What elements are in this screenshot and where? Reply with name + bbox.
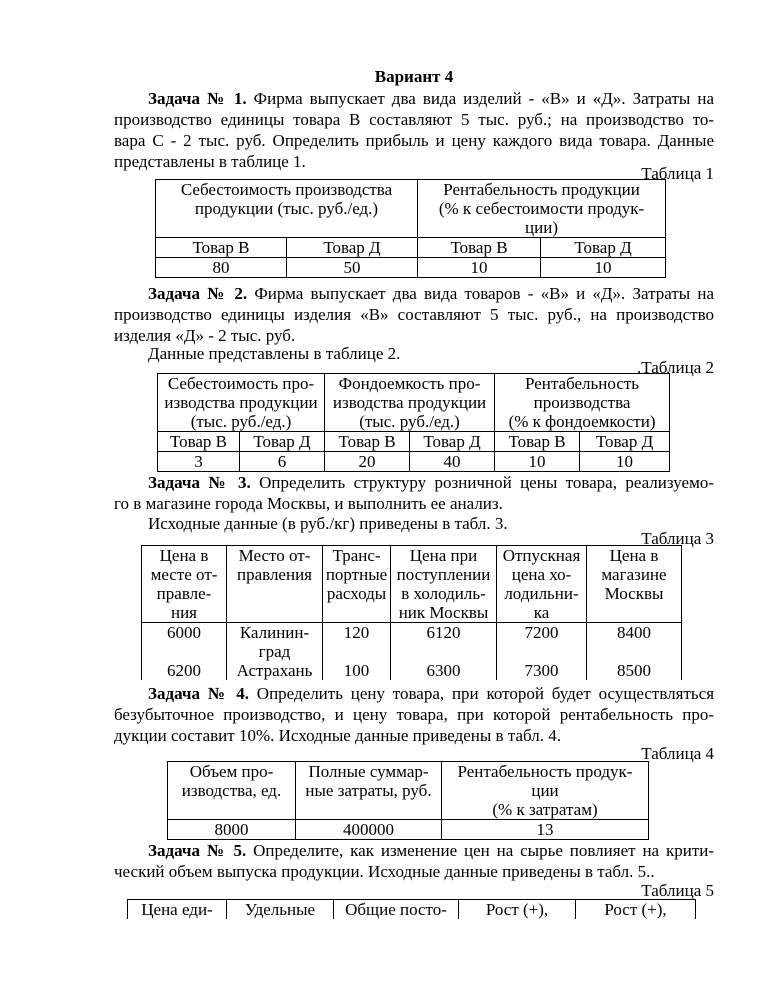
table2-cell: 10: [495, 452, 580, 472]
table2-cell: 20: [325, 452, 410, 472]
table1-header-cost: Себестоимость производства продукции (тыс. руб./ед.): [156, 180, 418, 238]
table3-cell: 8400: [587, 623, 682, 662]
table1-caption: Таблица 1: [641, 164, 714, 183]
table5-header: Удельные: [227, 900, 334, 920]
table4-caption: Таблица 4: [641, 744, 714, 763]
table1-header-profitability: Рентабельность продукции (% к себестоимости продук- ции): [418, 180, 666, 238]
table3-header-origin-price: Цена в месте от- правле- ния: [142, 546, 227, 623]
task1-line-4: представлены в таблице 1.: [114, 152, 306, 171]
table1-cell: 10: [541, 258, 666, 278]
table2-cell: 10: [580, 452, 670, 472]
table2-header-capital-intensity: Фондоемкость про- изводства продукции (тыс. руб./ед.): [325, 374, 495, 432]
table3-header-warehouse-price: Отпускная цена хо- лодильни- ка: [497, 546, 587, 623]
task3-line-2: го в магазине города Москвы, и выполнить ее анализ.: [114, 494, 503, 513]
table4-cell: 400000: [296, 820, 442, 840]
task3-line-1: Задача № 3. Определить структуру розничной цены товара, реализуемо-: [148, 473, 714, 492]
table1-cell: 10: [418, 258, 541, 278]
table2-col: Товар Д: [240, 432, 325, 452]
table2-header-cost: Себестоимость про- изводства продукции (тыс. руб./ед.): [158, 374, 325, 432]
task2-line-4: Данные представлены в таблице 2.: [148, 344, 401, 363]
task2-heading: Задача № 2.: [148, 284, 248, 303]
task1-line-3: вара С - 2 тыс. руб. Определить прибыль и цену каждого вида товара. Данные: [114, 131, 714, 150]
table3-header-arrival-price: Цена при поступлении в холодиль- ник Москвы: [391, 546, 497, 623]
table5-header: Рост (+),: [459, 900, 576, 920]
table3-cell: 6120: [391, 623, 497, 662]
table-2: [157, 373, 670, 472]
table2-col: Товар Д: [580, 432, 670, 452]
task1-line-2: производство единицы товара В составляют 5 тыс. руб.; на производство то-: [114, 110, 714, 129]
table1-col: Товар Д: [541, 238, 666, 258]
table4-cell: 8000: [168, 820, 296, 840]
table3-cell: 7300: [497, 661, 587, 680]
table3-caption: Таблица 3: [641, 529, 714, 548]
table1-cell: 50: [287, 258, 418, 278]
table3-cell: 6000: [142, 623, 227, 662]
task3-line-3: Исходные данные (в руб./кг) приведены в табл. 3.: [148, 514, 508, 533]
task1-line-1: Задача № 1. Фирма выпускает два вида изделий - «В» и «Д». Затраты на: [148, 89, 714, 108]
table4-cell: 13: [442, 820, 649, 840]
table-1: [155, 179, 666, 278]
table2-col: Товар Д: [410, 432, 495, 452]
task4-line-1: Задача № 4. Определить цену товара, при которой будет осуществляться: [148, 684, 715, 703]
table2-cell: 3: [158, 452, 240, 472]
table1-col: Товар В: [418, 238, 541, 258]
table4-header-costs: Полные суммар- ные затраты, руб.: [296, 762, 442, 820]
table4-header-profitability: Рентабельность продук- ции (% к затратам): [442, 762, 649, 820]
task5-line-2: ческий объем выпуска продукции. Исходные данные приведены в табл. 5..: [114, 862, 655, 881]
variant-title: Вариант 4: [374, 67, 454, 86]
table5-header: Общие посто-: [334, 900, 459, 920]
table3-cell: Астрахань: [227, 661, 323, 680]
table-5: [127, 899, 696, 919]
table3-cell: 120: [323, 623, 391, 662]
table2-header-profitability: Рентабельность производства (% к фондоемкости): [495, 374, 670, 432]
task2-line-1: Задача № 2. Фирма выпускает два вида товаров - «В» и «Д». Затраты на: [148, 284, 715, 303]
table1-col: Товар В: [156, 238, 287, 258]
table3-cell: 100: [323, 661, 391, 680]
task4-heading: Задача № 4.: [148, 684, 249, 703]
table2-col: Товар В: [325, 432, 410, 452]
task3-heading: Задача № 3.: [148, 473, 251, 492]
table2-cell: 40: [410, 452, 495, 472]
task4-line-3: дукции составит 10%. Исходные данные приведены в табл. 4.: [114, 726, 561, 745]
table1-cell: 80: [156, 258, 287, 278]
table3-header-shop-price: Цена в магазине Москвы: [587, 546, 682, 623]
table5-caption: Таблица 5: [641, 881, 714, 900]
task5-heading: Задача № 5.: [148, 841, 247, 860]
table3-header-origin-place: Место от- правления: [227, 546, 323, 623]
table2-cell: 6: [240, 452, 325, 472]
table4-header-volume: Объем про- изводства, ед.: [168, 762, 296, 820]
task2-line-2: производство единицы изделия «В» составляют 5 тыс. руб., на производство: [114, 305, 714, 324]
table5-header: Рост (+),: [576, 900, 696, 920]
table3-cell: 8500: [587, 661, 682, 680]
table3-cell: 7200: [497, 623, 587, 662]
table-4: [167, 761, 649, 840]
table-3: [141, 545, 682, 680]
table3-header-transport: Транс- портные расходы: [323, 546, 391, 623]
table2-caption: .Таблица 2: [637, 358, 714, 377]
table3-cell: 6200: [142, 661, 227, 680]
table3-cell: 6300: [391, 661, 497, 680]
task1-heading: Задача № 1.: [148, 89, 247, 108]
task2-line-3: изделия «Д» - 2 тыс. руб.: [114, 326, 296, 345]
table2-col: Товар В: [158, 432, 240, 452]
task5-line-1: Задача № 5. Определите, как изменение цен на сырье повлияет на крити-: [148, 841, 715, 860]
table1-col: Товар Д: [287, 238, 418, 258]
table2-col: Товар В: [495, 432, 580, 452]
table5-header: Цена еди-: [128, 900, 227, 920]
table3-cell: Калинин- град: [227, 623, 323, 662]
task4-line-2: безубыточное производство, и цену товара, при которой рентабельность про-: [114, 705, 714, 724]
